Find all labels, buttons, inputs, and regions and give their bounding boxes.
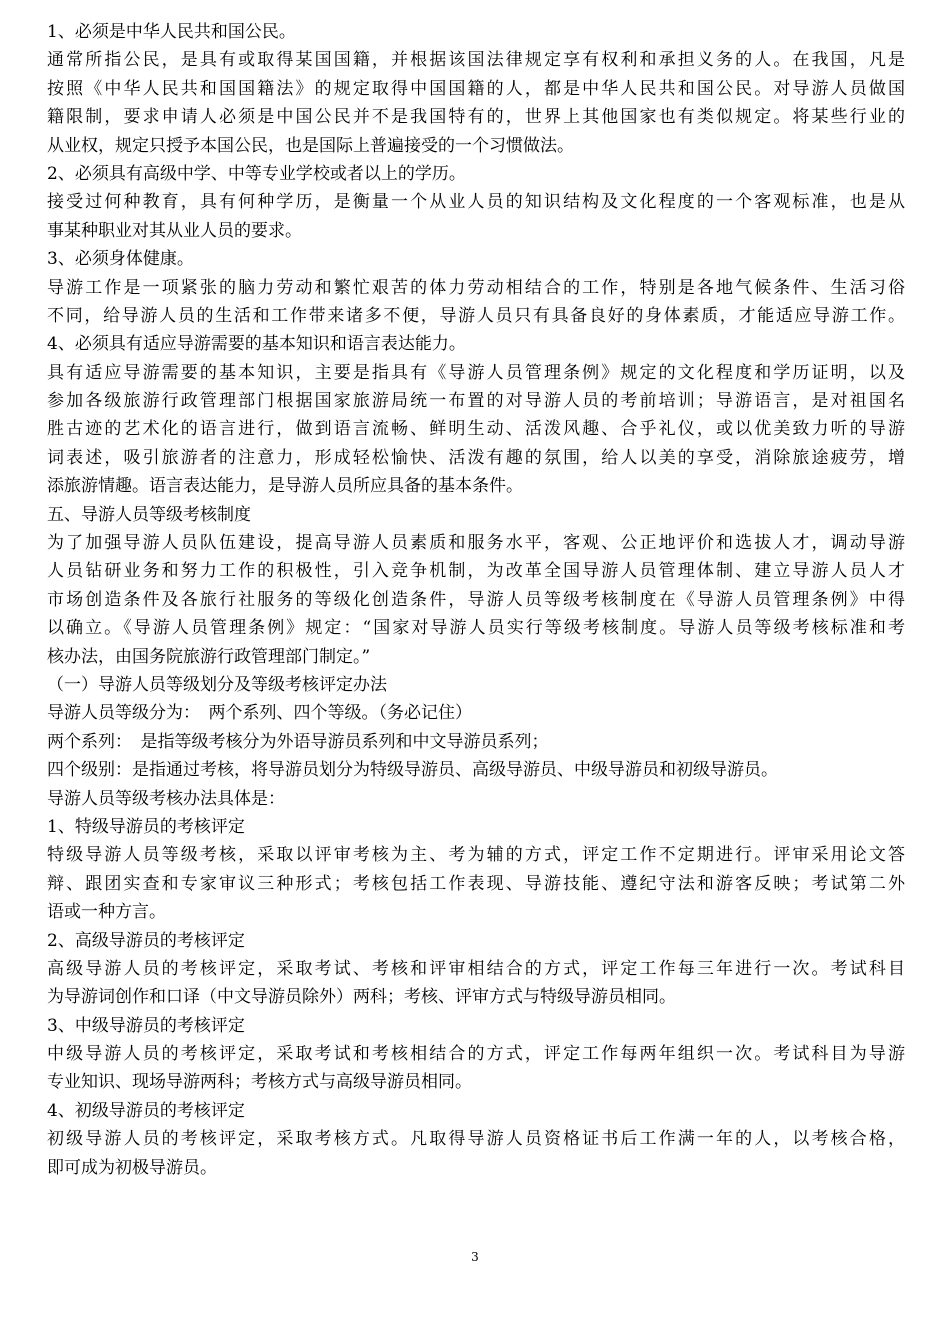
text-line: 参加各级旅游行政管理部门根据国家旅游局统一布置的对导游人员的考前培训；导游语言，是对祖国名 bbox=[47, 391, 905, 412]
text-line: 五、导游人员等级考核制度 bbox=[47, 504, 251, 525]
text-line: 辩、跟团实查和专家审议三种形式；考核包括工作表现、导游技能、遵纪守法和游客反映；考试第二外 bbox=[47, 873, 905, 894]
text-line: 导游人员等级分为： 两个系列、四个等级。（务必记住） bbox=[47, 703, 472, 724]
text-line: 特级导游人员等级考核，采取以评审考核为主、考为辅的方式，评定工作不定期进行。评审采用论文答 bbox=[47, 845, 905, 866]
text-line: 专业知识、现场导游两科；考核方式与高级导游员相同。 bbox=[47, 1072, 472, 1093]
text-line: 2、高级导游员的考核评定 bbox=[47, 930, 245, 951]
text-line: 以确立。《导游人员管理条例》规定：“国家对导游人员实行等级考核制度。导游人员等级考核标准和考 bbox=[47, 618, 905, 639]
text-line: 四个级别：是指通过考核，将导游员划分为特级导游员、高级导游员、中级导游员和初级导游员。 bbox=[47, 760, 778, 781]
text-line: 2、必须具有高级中学、中等专业学校或者以上的学历。 bbox=[47, 163, 466, 184]
text-line: （一）导游人员等级划分及等级考核评定办法 bbox=[47, 674, 387, 695]
text-line: 添旅游情趣。语言表达能力，是导游人员所应具备的基本条件。 bbox=[47, 476, 523, 497]
text-line: 为导游词创作和口译（中文导游员除外）两科；考核、评审方式与特级导游员相同。 bbox=[47, 987, 676, 1008]
text-line: 3、中级导游员的考核评定 bbox=[47, 1015, 245, 1036]
text-line: 高级导游人员的考核评定，采取考试、考核和评审相结合的方式，评定工作每三年进行一次。考试科目 bbox=[47, 958, 905, 979]
text-line: 为了加强导游人员队伍建设，提高导游人员素质和服务水平，客观、公正地评价和选拔人才，调动导游 bbox=[47, 533, 905, 554]
text-line: 核办法，由国务院旅游行政管理部门制定。” bbox=[47, 646, 371, 667]
text-line: 胜古迹的艺术化的语言进行，做到语言流畅、鲜明生动、活泼风趣、合乎礼仪，或以优美致力听的导游 bbox=[47, 419, 905, 440]
text-line: 语或一种方言。 bbox=[47, 902, 166, 923]
text-line: 4、必须具有适应导游需要的基本知识和语言表达能力。 bbox=[47, 334, 466, 355]
text-line: 3、必须身体健康。 bbox=[47, 249, 194, 270]
text-line: 两个系列： 是指等级考核分为外语导游员系列和中文导游员系列； bbox=[47, 731, 549, 752]
document-body bbox=[47, 18, 905, 1182]
text-line: 导游人员等级考核办法具体是： bbox=[47, 788, 285, 809]
text-line: 4、初级导游员的考核评定 bbox=[47, 1100, 245, 1121]
text-line: 市场创造条件及各旅行社服务的等级化创造条件，导游人员等级考核制度在《导游人员管理条例》中得 bbox=[47, 589, 905, 610]
text-line: 通常所指公民，是具有或取得某国国籍，并根据该国法律规定享有权利和承担义务的人。在我国，凡是 bbox=[47, 50, 905, 71]
text-line: 籍限制，要求申请人必须是中国公民并不是我国特有的，世界上其他国家也有类似规定。将某些行业的 bbox=[47, 107, 905, 128]
text-line: 不同，给导游人员的生活和工作带来诸多不便，导游人员只有具备良好的身体素质，才能适应导游工作。 bbox=[47, 305, 905, 326]
text-line: 1、特级导游员的考核评定 bbox=[47, 816, 245, 837]
text-line: 1、必须是中华人民共和国公民。 bbox=[47, 22, 296, 42]
text-line: 事某种职业对其从业人员的要求。 bbox=[47, 220, 302, 241]
text-line: 接受过何种教育，具有何种学历，是衡量一个从业人员的知识结构及文化程度的一个客观标准，也是从 bbox=[47, 192, 905, 213]
text-line: 人员钻研业务和努力工作的积极性，引入竞争机制，为改革全国导游人员管理体制、建立导游人员人才 bbox=[47, 561, 905, 582]
text-line: 中级导游人员的考核评定，采取考试和考核相结合的方式，评定工作每两年组织一次。考试科目为导游 bbox=[47, 1044, 905, 1065]
text-line: 初级导游人员的考核评定，采取考核方式。凡取得导游人员资格证书后工作满一年的人，以考核合格， bbox=[47, 1129, 905, 1150]
text-line: 词表述，吸引旅游者的注意力，形成轻松愉快、活泼有趣的氛围，给人以美的享受，消除旅途疲劳，增 bbox=[47, 447, 905, 468]
text-line: 即可成为初极导游员。 bbox=[47, 1157, 217, 1178]
text-line: 具有适应导游需要的基本知识，主要是指具有《导游人员管理条例》规定的文化程度和学历证明，以及 bbox=[47, 362, 905, 383]
text-line: 导游工作是一项紧张的脑力劳动和繁忙艰苦的体力劳动相结合的工作，特别是各地气候条件、生活习俗 bbox=[47, 277, 905, 298]
page-number: 3 bbox=[471, 1250, 479, 1264]
text-line: 按照《中华人民共和国国籍法》的规定取得中国国籍的人，都是中华人民共和国公民。对导游人员做国 bbox=[47, 78, 905, 99]
text-line: 从业权，规定只授予本国公民，也是国际上普遍接受的一个习惯做法。 bbox=[47, 135, 574, 156]
